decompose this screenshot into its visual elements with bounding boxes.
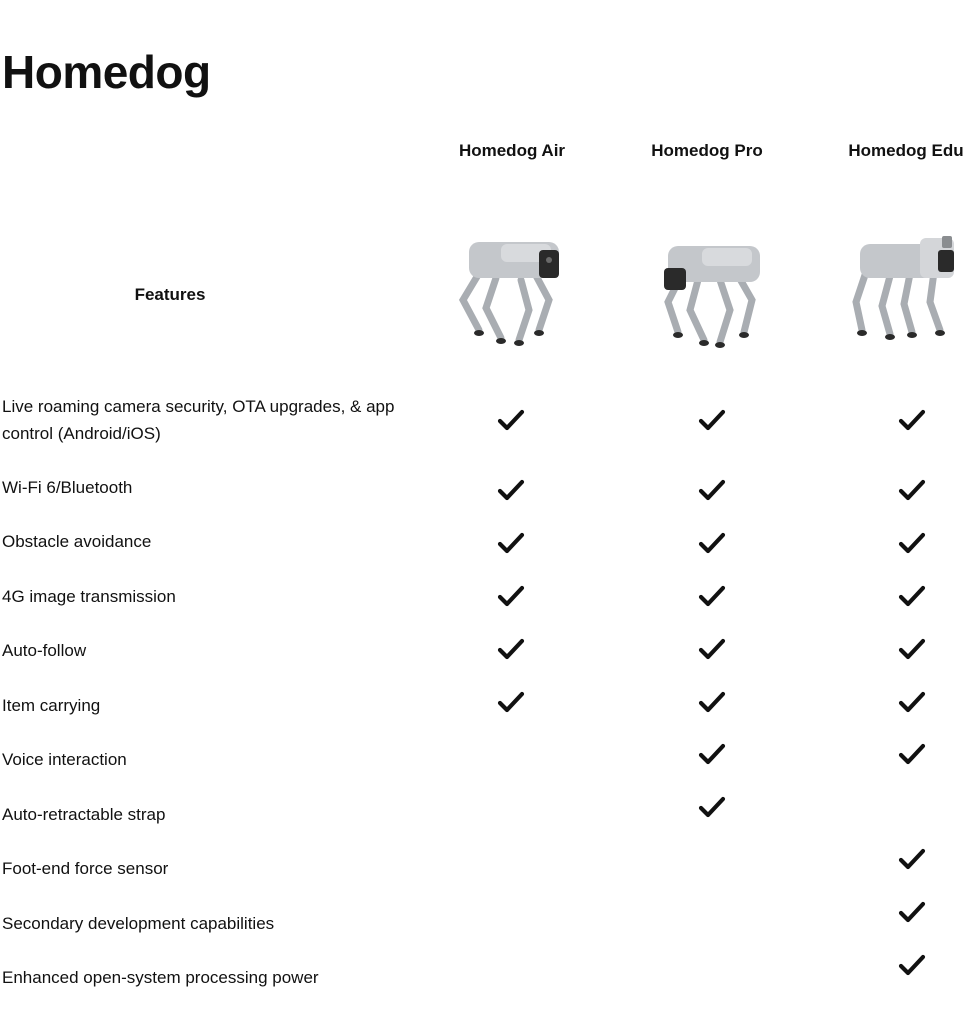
check-icon — [897, 740, 927, 768]
robot-dog-icon — [830, 230, 970, 355]
feature-label: Obstacle avoidance — [2, 532, 152, 551]
feature-label: 4G image transmission — [2, 587, 176, 606]
product-name-air: Homedog Air — [458, 141, 566, 160]
check-icon — [897, 688, 927, 716]
check-icon — [697, 476, 727, 504]
check-icon — [496, 476, 526, 504]
product-name-edu: Homedog Edu — [848, 141, 964, 160]
check-icon — [697, 793, 727, 821]
check-icon — [697, 740, 727, 768]
check-icon — [897, 582, 927, 610]
check-icon — [897, 898, 927, 926]
check-icon — [897, 845, 927, 873]
feature-label: Auto-follow — [2, 641, 87, 660]
check-icon — [897, 951, 927, 979]
feature-label: Secondary development capabilities — [2, 914, 275, 933]
feature-label: Enhanced open-system processing power — [2, 968, 319, 987]
check-icon — [697, 529, 727, 557]
check-icon — [496, 688, 526, 716]
feature-label: Foot-end force sensor — [2, 859, 169, 878]
check-icon — [496, 529, 526, 557]
check-icon — [697, 688, 727, 716]
check-icon — [897, 529, 927, 557]
feature-label: Wi-Fi 6/Bluetooth — [2, 478, 133, 497]
feature-label: Voice interaction — [2, 750, 127, 769]
robot-dog-icon — [441, 230, 581, 355]
product-name-pro: Homedog Pro — [651, 141, 763, 160]
check-icon — [897, 406, 927, 434]
features-header: Features — [134, 285, 206, 304]
check-icon — [496, 406, 526, 434]
check-icon — [897, 476, 927, 504]
check-icon — [496, 635, 526, 663]
check-icon — [697, 406, 727, 434]
feature-label: Live roaming camera security, OTA upgrades, & app control (Android/iOS) — [2, 397, 395, 443]
check-icon — [496, 582, 526, 610]
feature-label: Auto-retractable strap — [2, 805, 166, 824]
check-icon — [897, 635, 927, 663]
feature-label: Item carrying — [2, 696, 101, 715]
robot-dog-icon — [640, 230, 780, 355]
check-icon — [697, 635, 727, 663]
page-title: Homedog — [2, 46, 211, 98]
check-icon — [697, 582, 727, 610]
